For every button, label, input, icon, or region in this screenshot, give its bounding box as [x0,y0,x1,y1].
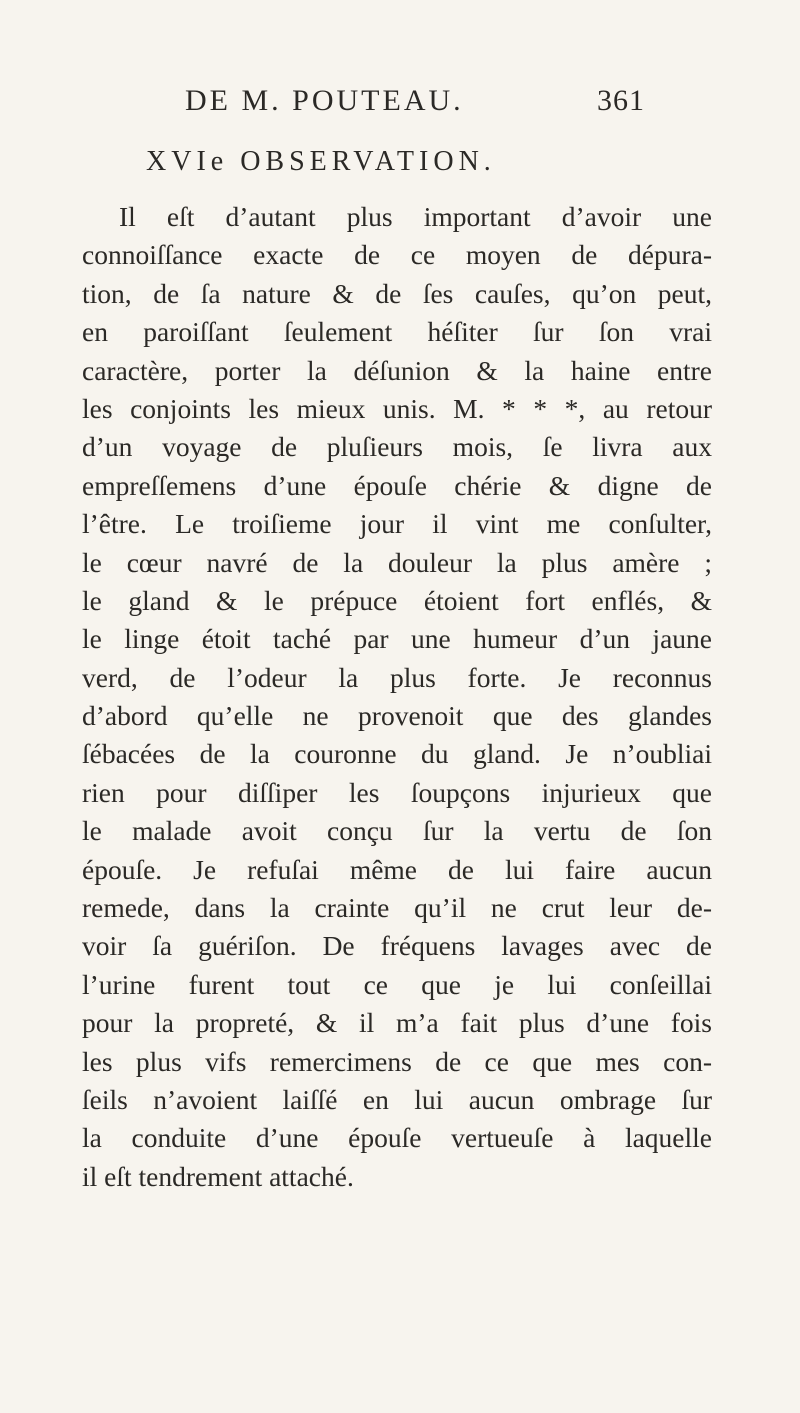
text-line: ſébacées de la couronne du gland. Je n’oubliai [82,738,712,770]
text-line: l’urine furent tout ce que je lui conſeillai [82,968,712,1000]
text-line: voir ſa guériſon. De fréquens lavages avec de [82,930,712,962]
text-line: pour la propreté, & il m’a fait plus d’une fois [82,1007,712,1039]
text-line: empreſſemens d’une épouſe chérie & digne de [82,469,712,501]
text-line: ſeils n’avoient laiſſé en lui aucun ombrage ſur [82,1083,712,1115]
text-line: verd, de l’odeur la plus forte. Je reconnus [82,661,712,693]
text-line: la conduite d’une épouſe vertueuſe à laquelle [82,1122,712,1154]
text-line: le gland & le prépuce étoient fort enflés, & [82,584,712,616]
running-head-title: DE M. POUTEAU. [185,84,464,117]
text-line: d’un voyage de pluſieurs mois, ſe livra aux [82,431,712,463]
observation-heading: XVIe OBSERVATION. [146,146,496,177]
text-line: le linge étoit taché par une humeur d’un jaune [82,623,712,655]
text-line: connoiſſance exacte de ce moyen de dépura- [82,239,712,271]
text-line: rien pour diſſiper les ſoupçons injurieux que [82,776,712,808]
text-line: les plus vifs remercimens de ce que mes con- [82,1045,712,1077]
page-number: 361 [597,84,645,117]
text-line: épouſe. Je refuſai même de lui faire aucun [82,853,712,885]
text-line: il eſt tendrement attaché. [82,1160,354,1192]
text-line: remede, dans la crainte qu’il ne crut leur de- [82,892,712,924]
text-line: le cœur navré de la douleur la plus amère ; [82,546,712,578]
text-line: en paroiſſant ſeulement héſiter ſur ſon vrai [82,316,712,348]
body-paragraph [82,198,712,1196]
text-line: d’abord qu’elle ne provenoit que des glandes [82,700,712,732]
running-head [185,84,655,124]
text-line: Il eſt d’autant plus important d’avoir une [119,201,712,232]
text-line: l’être. Le troiſieme jour il vint me conſulter, [82,508,712,540]
text-line: caractère, porter la déſunion & la haine entre [82,354,712,386]
text-line: tion, de ſa nature & de ſes cauſes, qu’on peut, [82,277,712,309]
text-line: les conjoints les mieux unis. M. * * *, au retour [82,392,712,424]
text-line: le malade avoit conçu ſur la vertu de ſon [82,815,712,847]
